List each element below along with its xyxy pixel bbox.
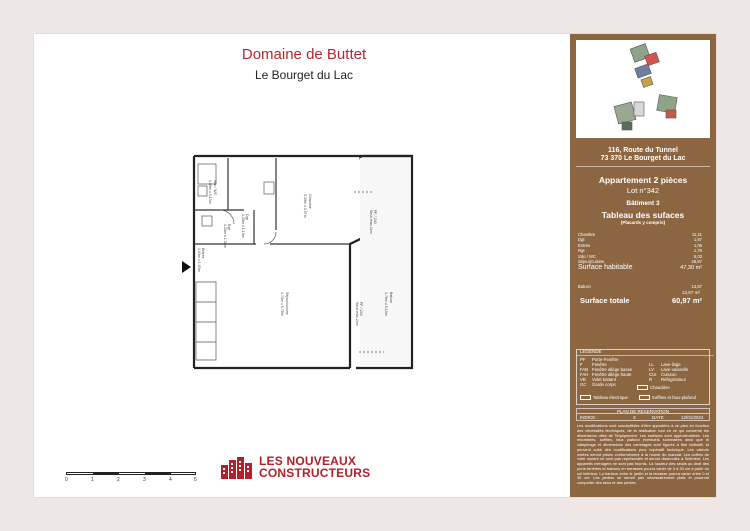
site-plan-thumbnail [576, 40, 710, 138]
room-surface: 1,06 [693, 242, 702, 248]
surface-table [578, 232, 710, 264]
legend-label: Réfrigérateur [661, 377, 687, 382]
disclaimer-text: Les modifications sont susceptibles d'être apportées à ce plan en fonction des nécessités techniques, de la réalisation tout en ce qui concerne les dimensions dites de l'équipement. Les surfaces sont approximatives. Les retombées, soffites, faux plafond éventuels sommaires ainsi que le calepinage et dimensions des carrelages sont figurés à titre indicatif, et peuvent subir des modifications pour impératif technique. Les valeurs notées seront prises conformément à la norme du mandat. Les coffres de volet roulant ne sont pas représentés et seront dissimulés à l'intérieur. Les appareils ménagers ne sont pas fournis. La hauteur des seuils au droit des porte-fenêtres et balcons en terrasses pourra varier de 0 à 20 cm à partir du sol intérieur. La hauteur entre le jardin et la terrasse pourra varier entre 0 et 30 cm. Les jardins ne seront pas nécessairement plats et pourront comporter des talus et des pentes. [577, 423, 709, 485]
legend-label: Porte-Fenêtre [592, 357, 619, 362]
project-subtitle: Le Bourget du Lac [254, 68, 354, 82]
room-name: Dgt [578, 237, 585, 243]
room-dims-sdo: 1,86m x 3,13m [208, 180, 212, 204]
surface-totale [578, 296, 710, 306]
room-label-entree: Entrée [201, 248, 205, 259]
legend-label: Fenêtre [592, 362, 607, 367]
legend-label: Cuisson [661, 372, 677, 377]
scale-bar [66, 470, 206, 490]
legend-code: F [580, 362, 583, 367]
surface-totale-label: Surface totale [580, 296, 630, 305]
room-label-sdo: Sdo / WC [213, 180, 217, 196]
legend-code: CUI [649, 372, 657, 377]
annotation-seuil-2: Seuil max 2cm [355, 302, 359, 326]
indice-label: INDICE : [580, 415, 598, 420]
balcony-value: 13,67 [691, 284, 702, 289]
legend-label: Lave-linge [661, 362, 681, 367]
room-name: Chambre [578, 232, 596, 237]
floor-plan-drawing [184, 152, 414, 372]
scale-label: 0 [65, 477, 68, 483]
legend-code: GC [580, 382, 587, 387]
apartment-type: Appartement 2 pièces [598, 175, 688, 185]
lot-number: Lot n°342 [626, 186, 660, 195]
logo-text [259, 455, 370, 479]
surface-table-subtitle: (Placards y compris) [620, 220, 666, 225]
indice-value: 3 [633, 415, 636, 420]
surface-habitable-value: 47,30 m² [680, 265, 702, 271]
legend-label: Tableau électrique [593, 395, 628, 400]
legend-code: VB [580, 377, 586, 382]
address-line1: 116, Route du Tunnel [608, 147, 678, 154]
logo-line2: CONSTRUCTEURS [259, 466, 371, 480]
annotation-pf-1: PF / 240 [373, 210, 377, 224]
legend-code: PF [580, 357, 586, 362]
annotation-seuil-1: Seuil max 2cm [369, 210, 373, 234]
room-name: Sdo / WC [578, 253, 596, 259]
plan-title: PLAN DE RESERVATION [576, 408, 710, 414]
date-label: DATE [652, 415, 664, 420]
logo-buildings-icon [221, 457, 253, 479]
title-block [570, 34, 716, 497]
room-label-rgt: Rgt [227, 224, 231, 230]
room-label-chambre: Chambre [308, 194, 312, 209]
scale-label: 3 [143, 477, 146, 483]
room-surface: 11,21 [691, 232, 702, 237]
room-dims-sejour: 4,73m x 5,78m [280, 292, 284, 316]
scale-label: 5 [194, 477, 197, 483]
annotation-pf-2: PF / 240 [359, 302, 363, 316]
legend-item [639, 395, 696, 400]
scale-segment [93, 473, 119, 474]
room-dims-dgt: 1,28m x 1,19m [241, 214, 245, 238]
scale-bar-frame [66, 472, 196, 475]
room-surface: 1,76 [693, 248, 702, 254]
address-line2: 73 370 Le Bourget du Lac [600, 155, 686, 162]
legend-label: Garde corps [592, 382, 616, 387]
scale-label: 4 [169, 477, 172, 483]
surface-habitable-label: Surface habitable [578, 264, 633, 271]
room-label-balcon: Balcon [389, 292, 393, 303]
legend [576, 349, 710, 405]
scale-segment [145, 473, 171, 474]
legend-item [580, 382, 616, 387]
legend-label: Volet battant [592, 377, 616, 382]
building-label: Bâtiment 3 [626, 200, 660, 207]
company-logo [221, 454, 391, 484]
plan-sheet [34, 34, 716, 497]
room-label-dgt: Dgt [245, 214, 249, 220]
legend-code: LL [649, 362, 654, 367]
site-plan-thumbnail-drawing [576, 40, 710, 138]
room-name: Séjour/cuisine [578, 258, 605, 264]
divider [576, 166, 710, 167]
date-value: 12/01/2024 [681, 415, 704, 420]
soffit-icon [639, 395, 650, 400]
balcony-label: Balcon [578, 284, 591, 289]
plan-info [576, 414, 710, 421]
legend-label: Fenêtre allège haute [592, 372, 632, 377]
legend-label: Lave-vaisselle [661, 367, 689, 372]
legend-label: Soffites et faux-plafond [652, 395, 696, 400]
room-surface: 5,03 [693, 253, 702, 259]
legend-item [580, 395, 628, 400]
room-name: Entrée [578, 242, 591, 248]
legend-code: FAH [580, 372, 589, 377]
chaudiere-icon [637, 385, 648, 390]
room-dims-balcon: 1,70m x 5,10m [384, 292, 388, 316]
surface-totale-value: 60,97 m² [671, 296, 702, 305]
logo-line1: LES NOUVEAUX [259, 454, 357, 468]
room-surface: 1,67 [693, 237, 702, 243]
legend-label: Chaudière [650, 385, 670, 390]
room-dims-rgt: 1,28m x 1,38m [223, 224, 227, 248]
room-dims-entree: 1,03m x 1,03m [197, 248, 201, 272]
legend-label: Fenêtre allège basse [592, 367, 633, 372]
legend-code: LV [649, 367, 654, 372]
balcony-total: 13,67 m² [681, 290, 700, 295]
surface-habitable [578, 264, 710, 273]
legend-title: LEGENDE [577, 349, 714, 356]
legend-item [637, 385, 670, 390]
legend-item [649, 377, 686, 382]
scale-label: 1 [91, 477, 94, 483]
legend-code: FAB [580, 367, 589, 372]
floor-plan [184, 152, 414, 372]
room-surface: 26,57 [691, 258, 702, 264]
scale-label: 2 [117, 477, 120, 483]
legend-code: R [649, 377, 653, 382]
electrical-panel-icon [580, 395, 591, 400]
project-title: Domaine de Buttet [241, 46, 367, 63]
room-name: Rgt [578, 248, 585, 254]
surface-table-title: Tableau des sufaces [601, 210, 685, 220]
room-dims-chambre: 3,19m x 3,97m [303, 194, 307, 218]
room-label-sejour: Séjour/cuisine [285, 292, 289, 315]
